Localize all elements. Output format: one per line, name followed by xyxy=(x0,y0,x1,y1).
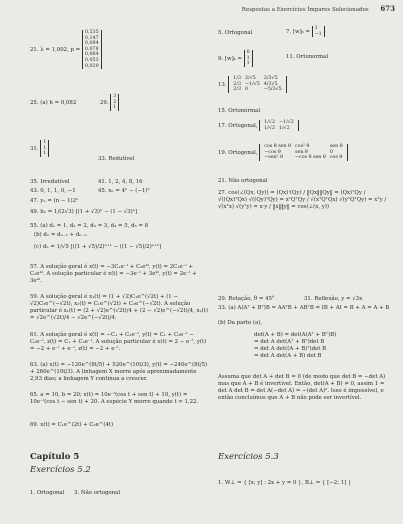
matrix-19-cell: cos θ xyxy=(329,155,343,161)
section-title-5-3: Exercícios 5.3 xyxy=(218,452,279,462)
equation-line: = det A det(Aᵀ + Bᵀ)det B xyxy=(254,339,325,345)
answer-57: 57. A solução geral é x(t) = −3C₁e⁻ᵗ + C₂e⁴ᵗ, y(t) = 2C₁e⁻ᵗ + C₂e⁴ᵗ. A solução particular é x(t) = −3e⁻ᵗ + 3e⁴ᵗ, y(t) = 2e⁻ᵗ + 3e⁴ᵗ. xyxy=(30,264,197,284)
vector-29-entry: 2 xyxy=(113,99,117,105)
answer-55b: (b) dₙ = dₙ₋₁ + dₙ₋₂ xyxy=(34,232,87,238)
answer-number: 29. xyxy=(100,99,109,106)
matrix-13 xyxy=(228,76,286,93)
answer-35: 35. Irredutível xyxy=(30,179,70,185)
equation-line: = det A det((A + B)ᵀ)det B xyxy=(254,346,327,352)
vector-21-entry: 0,535 xyxy=(84,30,99,35)
answer-21 xyxy=(30,30,102,69)
vector-21 xyxy=(82,30,102,69)
answer-49: 49. bₙ = 1/(2√3) [(1 + √3)ⁿ − (1 − √3)ⁿ] xyxy=(30,209,138,215)
matrix-13-cell: 1/3 xyxy=(233,76,242,81)
matrix-13-cell: 2/3√5 xyxy=(263,76,278,81)
answer-5: 5. Ortogonal xyxy=(218,30,253,36)
chapter-title: Capítulo 5 xyxy=(30,452,80,462)
equation-33 xyxy=(254,332,336,360)
answer-label: 19. Ortogonal, xyxy=(218,149,258,156)
answer-63: 63. (a) x(t) = −120e^(8t/5) + 520e^(10t/3), y(t) = −240e^(8t/5) + 260e^(10t/3). A linhagem X morre após aproximadamente 2,93 dias; a linhagem Y continua a crescer. xyxy=(30,362,208,382)
answer-29 xyxy=(100,94,119,111)
matrix-13-cell: −5/3√5 xyxy=(263,87,282,93)
vector-21-entry: 0,078 xyxy=(84,46,99,52)
matrix-19 xyxy=(259,144,347,161)
matrix-19-cell: sen θ xyxy=(295,149,308,155)
matrix-19-cell: −sen² θ xyxy=(264,155,283,161)
answer-55c: (c) dₙ = 1/√5 [((1 + √5)/2)ⁿ⁺¹ − ((1 − √5)/2)ⁿ⁺¹] xyxy=(34,244,162,250)
vector-29 xyxy=(110,94,119,111)
answer-69: 69. x(t) = C₁e^(2t) + C₂e^(4t) xyxy=(30,422,114,428)
matrix-19-cell: −cos θ sen θ xyxy=(295,155,326,161)
vector-21-entry: 0,147 xyxy=(84,35,99,41)
answer-15: 15. Ortonormal xyxy=(218,108,261,114)
matrix-13-cell: 2/3 xyxy=(233,87,242,93)
vector-7-entry: −1 xyxy=(314,31,322,37)
page-number: 673 xyxy=(380,4,395,13)
exercise-1: 1. Ortogonal xyxy=(30,490,65,496)
answer-43: 43. 0, 1, 1, 0, −1 xyxy=(30,188,76,194)
answer-59: 59. A solução geral é x₁(t) = (1 + √2)C₁e^(√2t) + (1 − √2)C₂e^(−√2t), x₂(t) = C₁e^(√2t) + C₂e^(−√2t). A solução particular é x₁(t) = (2 + √2)e^(√2t)/4 + (2 − √2)e^(−√2t)/4, x₂(t) = √2e^(√2t)/4 − √2e^(−√2t)/4. xyxy=(30,294,209,321)
vector-31-entry: 1 xyxy=(43,151,47,157)
answer-33b: (b) Da parte (a), xyxy=(218,320,263,326)
vector-9-entry: 1 xyxy=(246,55,250,61)
answer-7 xyxy=(286,26,325,37)
matrix-17-cell: −1/√2 xyxy=(279,120,294,125)
matrix-13-cell: 2/√5 xyxy=(245,76,256,81)
answer-47: 47. yₙ = (n − 1)2ⁿ xyxy=(30,198,79,204)
answer-13 xyxy=(218,76,287,93)
matrix-17 xyxy=(259,120,299,131)
vector-31 xyxy=(40,140,49,157)
vector-21-entry: 0,094 xyxy=(84,41,99,47)
matrix-19-cell: −cos θ xyxy=(264,149,281,155)
answer-21: 21. Não ortogonal xyxy=(218,178,268,184)
page-header xyxy=(242,4,395,13)
answer-55a: 55. (a) d₁ = 1, d₂ = 2, d₃ = 3, d₄ = 5, d₅ = 8 xyxy=(30,223,149,229)
vector-21-entry: 0,064 xyxy=(84,52,99,58)
matrix-19-cell: 0 xyxy=(329,149,333,155)
equation-line: = det A det(A + B) det B xyxy=(254,353,322,359)
answer-text: λ = 1,002, p = xyxy=(40,47,81,54)
answer-45: 45. xₙ = 4ⁿ − (−1)ⁿ xyxy=(98,188,150,194)
matrix-19-cell: cos θ sen θ xyxy=(264,144,292,149)
answer-label: 9. [w]ᵦ = xyxy=(218,55,242,62)
answer-33a: 33. (a) A(Aᵀ + Bᵀ)B = AAᵀB + ABᵀB = IB + AI = B + A = A + B xyxy=(218,305,390,311)
answer-11: 11. Ortonormal xyxy=(286,54,329,60)
answer-label: 17. Ortogonal, xyxy=(218,123,258,130)
answer-33: 33. Redutível xyxy=(98,156,135,162)
matrix-19-cell: sen θ xyxy=(329,144,343,149)
answer-17 xyxy=(218,120,299,131)
answer-number: 13. xyxy=(218,81,227,88)
matrix-13-cell: 0 xyxy=(245,87,249,93)
section-title: Exercícios 5.2 xyxy=(30,465,91,475)
vector-7-entry: 1 xyxy=(314,26,318,31)
vector-29-entry: 1 xyxy=(113,105,117,111)
answer-label: 7. [w]ᵦ = xyxy=(286,29,310,36)
answer-61: 61. A solução geral é x(t) = −C₁ + C₂e⁻ᵗ, y(t) = C₁ + C₃e⁻ᵗ − C₂e⁻ᵗ, z(t) = C₁ + C₃e⁻ᵗ. A solução particular é x(t) = 2 − e⁻ᵗ, y(t) = −2 + e⁻ᵗ + e⁻ᵗ, z(t) = −2 + e⁻ᵗ. xyxy=(30,332,207,352)
matrix-17-cell: 1/√2 xyxy=(279,125,290,131)
exercise-5-3-1: 1. W⊥ = { [x; y] : 2x + y = 0 }, B⊥ = { [−2; 1] } xyxy=(218,480,352,486)
matrix-13-cell: −1/√5 xyxy=(245,81,260,87)
matrix-13-cell: 2/3 xyxy=(233,81,242,87)
vector-21-entry: 0,053 xyxy=(84,57,99,63)
vector-9-entry: 1 xyxy=(246,61,250,67)
equation-line: det(A + B) = det(A(Aᵀ + Bᵀ)B) xyxy=(254,332,337,338)
answer-number: 21. xyxy=(30,47,39,54)
answer-41: 41. 1, 2, 4, 8, 16 xyxy=(98,179,143,185)
answer-9 xyxy=(218,50,253,67)
vector-9 xyxy=(244,50,253,67)
answer-27: 27. cos(∠(Qx, Qy)) = (Qx)·(Qy) / ‖Qx‖‖Qy‖ = (Qx)ᵀQy / √((Qx)ᵀQx) √((Qy)ᵀQy) = xᵀQᵀQy / √(xᵀQᵀQx) √(yᵀQᵀQy) = xᵀy / √(xᵀx) √(yᵀy) = x·y / ‖x‖‖y‖ = cos(∠(x, y)) xyxy=(218,190,387,210)
matrix-17-cell: 1/√2 xyxy=(264,125,276,131)
answer-31: 31. Reflexão, y = √3x xyxy=(304,296,363,302)
vector-7 xyxy=(312,26,325,37)
answer-number: 31. xyxy=(30,145,39,152)
answer-25: 25. (a) h = 0,082 xyxy=(30,100,77,106)
matrix-13-cell: 4/3√5 xyxy=(263,81,278,87)
vector-31-entry: 1 xyxy=(43,145,47,151)
exercise-3: 3. Não ortogonal xyxy=(74,490,121,496)
answer-33c: Assuma que det A + det B = 0 (de modo que det B = −det A) mas que A + B é invertível. Então, det(A + B) ≠ 0, assim 1 = det A det B = det A(−det A) = −(det A)². Isso é impossível, e então concluímos que A + B não pode ser invertível. xyxy=(218,374,386,401)
vector-9-entry: 0 xyxy=(246,50,250,55)
matrix-19-cell: cos² θ xyxy=(295,144,310,149)
running-title: Respostas a Exercícios Ímpares Selecionados xyxy=(241,7,369,13)
answer-31 xyxy=(30,140,49,157)
matrix-17-cell: 1/√2 xyxy=(264,120,276,125)
answer-65: 65. a = 10, b = 20; x(t) = 10e⁻ᵗ(cos t + sen t) + 10, y(t) = 10e⁻ᵗ(cos t − sen t) + 20. A espécie Y morre quando t ≈ 1,22. xyxy=(30,392,199,405)
vector-21-entry: 0,029 xyxy=(84,63,99,69)
answer-29: 29. Rotação, θ = 45° xyxy=(218,296,275,302)
answer-19 xyxy=(218,144,348,161)
vector-29-entry: 3 xyxy=(113,94,117,99)
vector-31-entry: 1 xyxy=(43,140,47,145)
